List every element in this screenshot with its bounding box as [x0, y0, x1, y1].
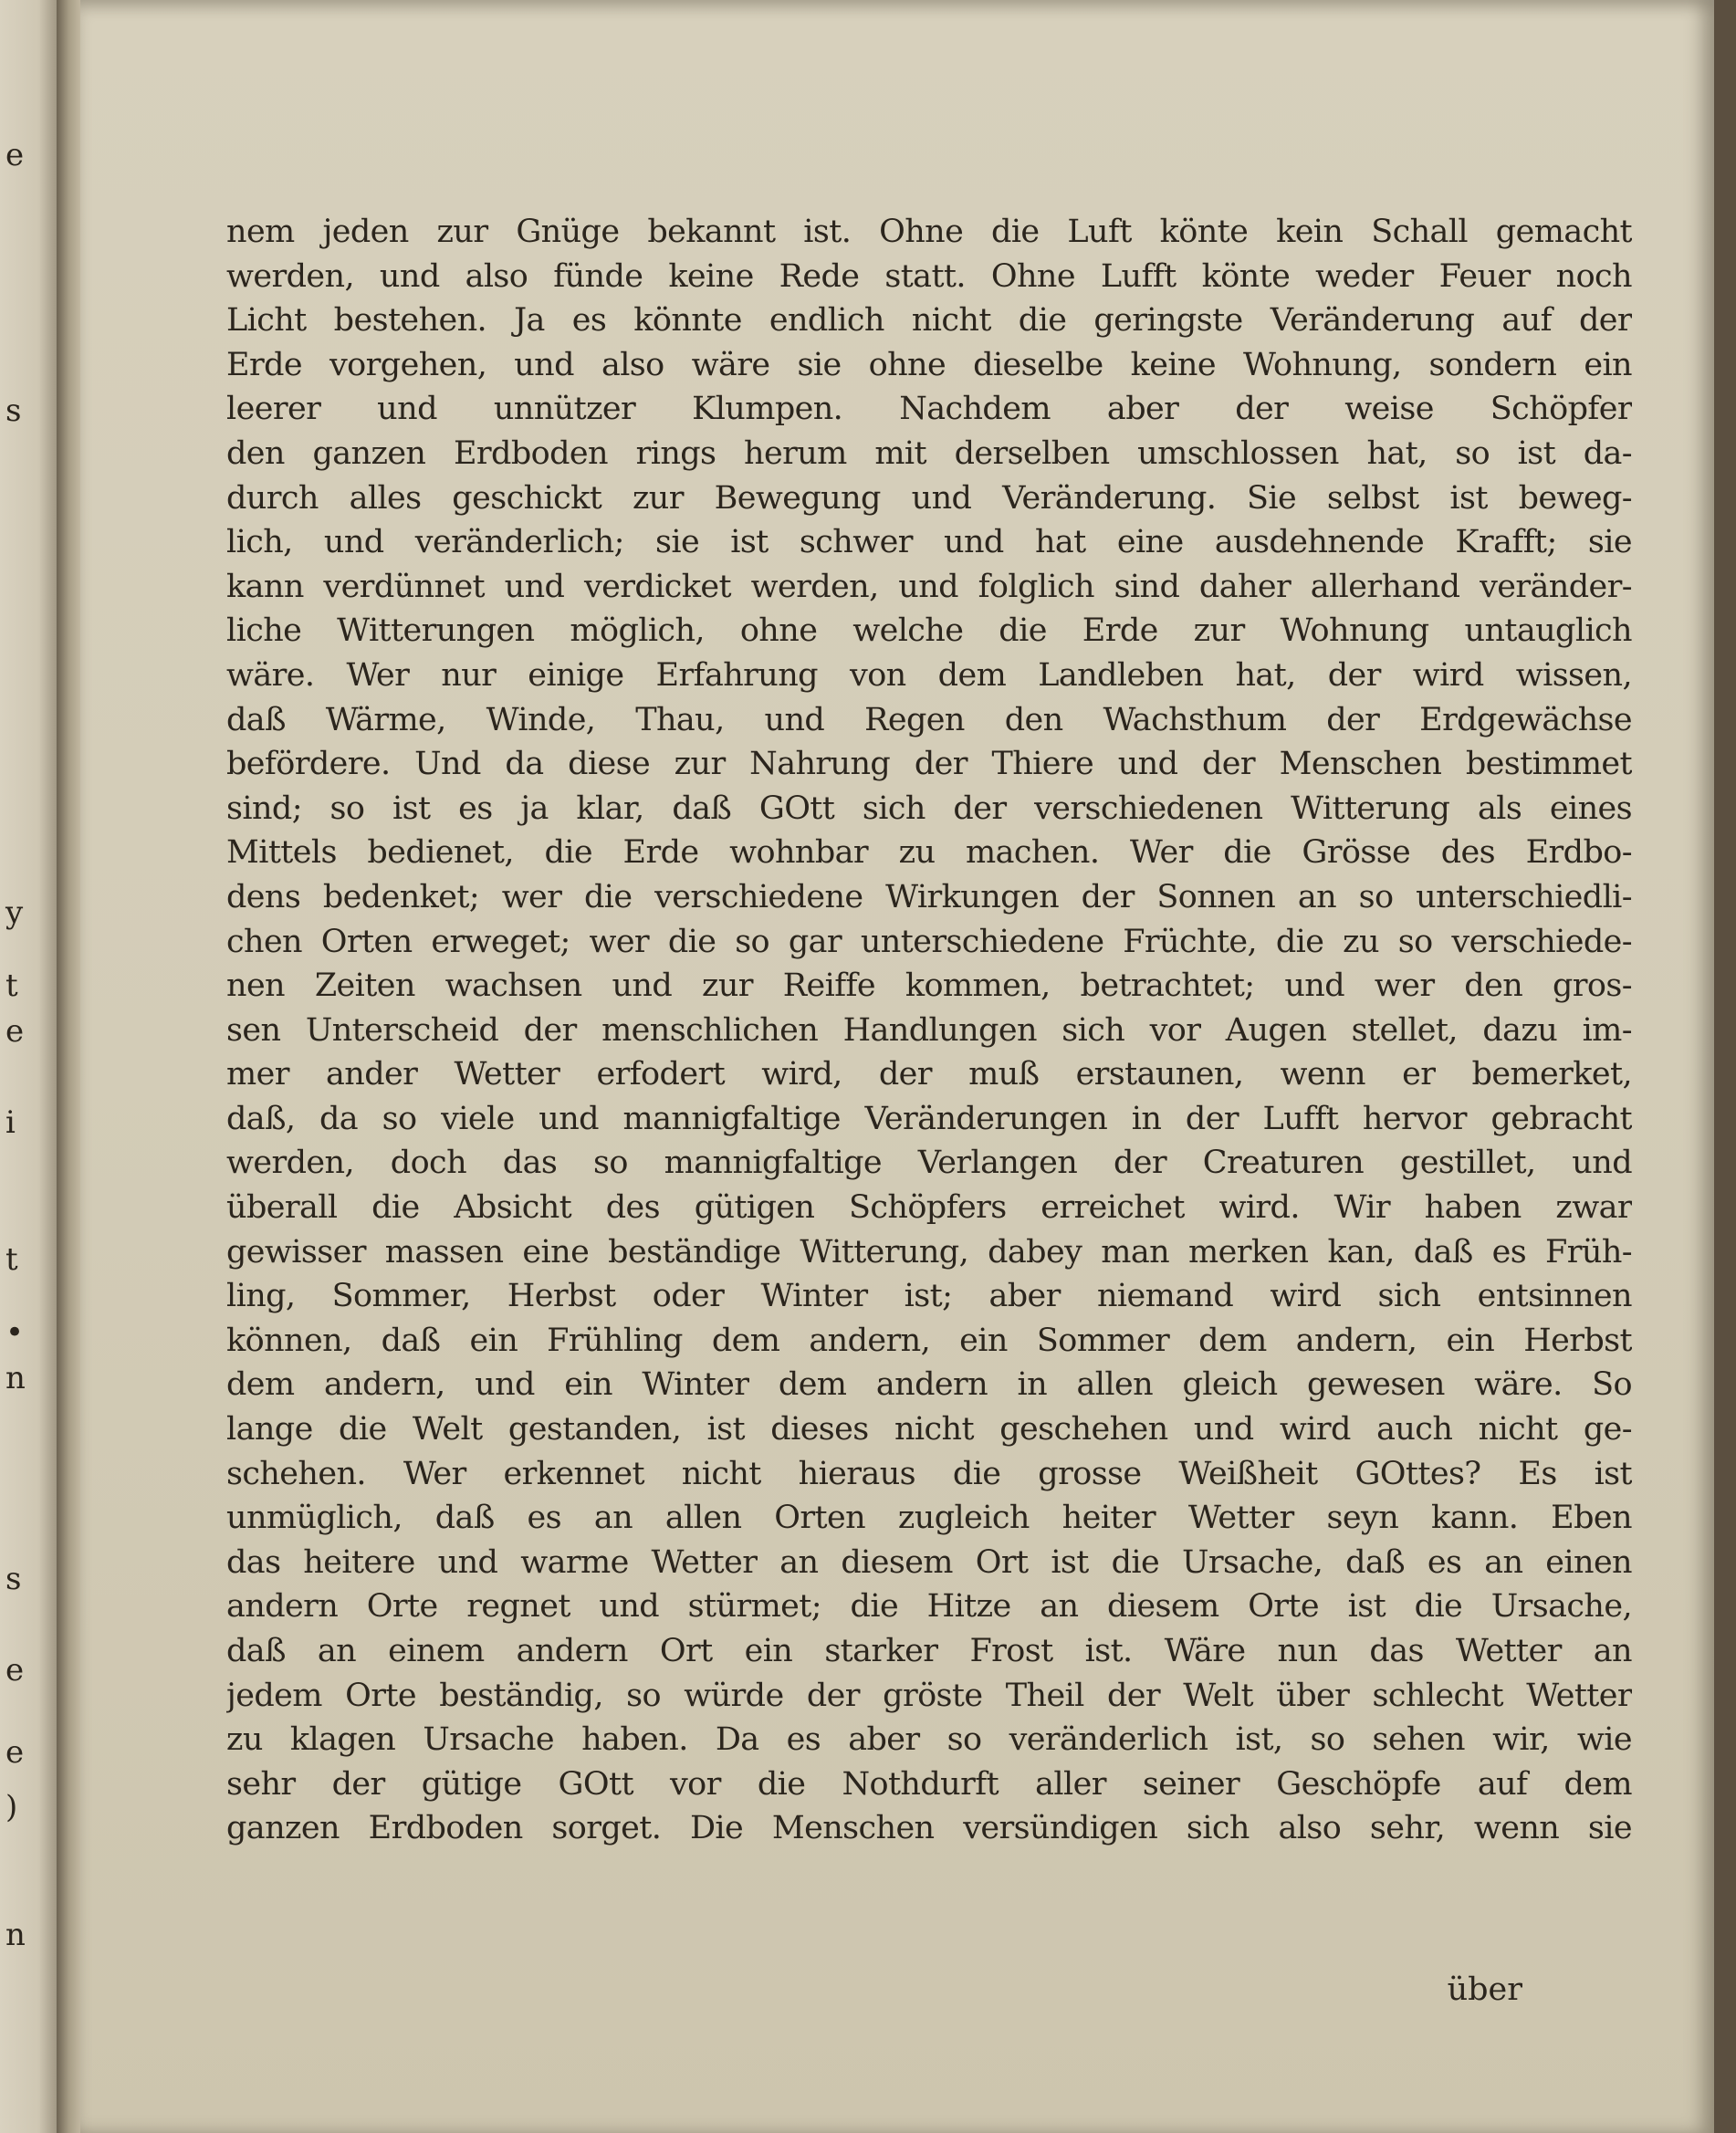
catchword: über: [1447, 1971, 1522, 2008]
text-line: überall die Absicht des gütigen Schöpfers erreichet wird. Wir haben zwar: [226, 1189, 1632, 1227]
text-line: können, daß ein Frühling dem andern, ein Sommer dem andern, ein Herbst: [226, 1322, 1632, 1359]
text-line: unmüglich, daß es an allen Orten zugleich heiter Wetter seyn kann. Eben: [226, 1500, 1632, 1537]
text-line: wäre. Wer nur einige Erfahrung von dem Landleben hat, der wird wissen,: [226, 656, 1632, 694]
text-line: werden, und also fünde keine Rede statt. Ohne Lufft könte weder Feuer noch: [226, 257, 1632, 295]
text-line: nem jeden zur Gnüge bekannt ist. Ohne die Luft könte kein Schall gemacht: [226, 214, 1632, 250]
facing-page-fragment: e: [5, 1652, 25, 1689]
facing-page-fragment: e: [5, 137, 25, 173]
facing-page-fragment: y: [5, 894, 24, 931]
text-line: nen Zeiten wachsen und zur Reiffe kommen, betrachtet; und wer den gros-: [226, 967, 1632, 1005]
text-line: sen Unterscheid der menschlichen Handlungen sich vor Augen stellet, dazu im-: [226, 1011, 1632, 1049]
text-line: dem andern, und ein Winter dem andern in allen gleich gewesen wäre. So: [226, 1366, 1632, 1404]
text-line: daß an einem andern Ort ein starker Frost ist. Wäre nun das Wetter an: [226, 1633, 1632, 1669]
text-line: kann verdünnet und verdicket werden, und folglich sind daher allerhand veränder-: [226, 568, 1632, 605]
facing-page-edge: [0, 0, 64, 2133]
text-line: daß, da so viele und mannigfaltige Veränderungen in der Lufft hervor gebracht: [226, 1100, 1632, 1137]
facing-page-fragment: e: [5, 1734, 25, 1771]
facing-page-fragment: ): [5, 1789, 18, 1825]
facing-page-fragment: t: [5, 1241, 18, 1278]
text-line: sehr der gütige GOtt vor die Nothdurft aller seiner Geschöpfe auf dem: [226, 1765, 1632, 1803]
text-line: dens bedenket; wer die verschiedene Wirkungen der Sonnen an so unterschiedli-: [226, 878, 1632, 915]
text-line: gewisser massen eine beständige Witterung, dabey man merken kan, daß es Früh-: [226, 1233, 1632, 1270]
text-line: zu klagen Ursache haben. Da es aber so veränderlich ist, so sehen wir, wie: [226, 1721, 1632, 1759]
book-page: [80, 0, 1714, 2133]
text-line: Mittels bedienet, die Erde wohnbar zu machen. Wer die Grösse des Erdbo-: [226, 834, 1632, 872]
text-line: liche Witterungen möglich, ohne welche die Erde zur Wohnung untauglich: [226, 612, 1632, 650]
text-line: werden, doch das so mannigfaltige Verlangen der Creaturen gestillet, und: [226, 1145, 1632, 1182]
text-line: Erde vorgehen, und also wäre sie ohne dieselbe keine Wohnung, sondern ein: [226, 346, 1632, 383]
facing-page-fragment: s: [5, 1561, 22, 1597]
text-line: ling, Sommer, Herbst oder Winter ist; aber niemand wird sich entsinnen: [226, 1278, 1632, 1315]
text-line: jedem Orte beständig, so würde der gröste Theil der Welt über schlecht Wetter: [226, 1677, 1632, 1714]
text-line: den ganzen Erdboden rings herum mit derselben umschlossen hat, so ist da-: [226, 434, 1632, 472]
text-line: leerer und unnützer Klumpen. Nachdem aber der weise Schöpfer: [226, 391, 1632, 428]
text-line: chen Orten erweget; wer die so gar unterschiedene Früchte, die zu so verschiede-: [226, 923, 1632, 960]
body-text: [226, 210, 1632, 1851]
text-line: schehen. Wer erkennet nicht hieraus die grosse Weißheit GOttes? Es ist: [226, 1455, 1632, 1492]
facing-page-fragment: i: [5, 1104, 16, 1141]
text-line: ganzen Erdboden sorget. Die Menschen versündigen sich also sehr, wenn sie: [226, 1810, 1632, 1847]
text-line: befördere. Und da diese zur Nahrung der Thiere und der Menschen bestimmet: [226, 746, 1632, 783]
text-line: das heitere und warme Wetter an diesem Ort ist die Ursache, daß es an einen: [226, 1543, 1632, 1581]
text-line: durch alles geschickt zur Bewegung und Veränderung. Sie selbst ist beweg-: [226, 479, 1632, 517]
text-line: mer ander Wetter erfodert wird, der muß erstaunen, wenn er bemerket,: [226, 1056, 1632, 1093]
facing-page-fragment: •: [5, 1314, 25, 1351]
text-line: daß Wärme, Winde, Thau, und Regen den Wachsthum der Erdgewächse: [226, 701, 1632, 738]
text-line: lange die Welt gestanden, ist dieses nicht geschehen und wird auch nicht ge-: [226, 1411, 1632, 1448]
facing-page-fragment: s: [5, 392, 22, 429]
facing-page-fragment: n: [5, 1917, 26, 1953]
facing-page-fragment: n: [5, 1360, 26, 1396]
text-line: Licht bestehen. Ja es könnte endlich nicht die geringste Veränderung auf der: [226, 302, 1632, 340]
text-line: sind; so ist es ja klar, daß GOtt sich der verschiedenen Witterung als eines: [226, 789, 1632, 827]
text-line: lich, und veränderlich; sie ist schwer und hat eine ausdehnende Krafft; sie: [226, 524, 1632, 561]
facing-page-fragment: e: [5, 1013, 25, 1050]
text-line: andern Orte regnet und stürmet; die Hitze an diesem Orte ist die Ursache,: [226, 1588, 1632, 1626]
facing-page-fragment: t: [5, 967, 18, 1004]
